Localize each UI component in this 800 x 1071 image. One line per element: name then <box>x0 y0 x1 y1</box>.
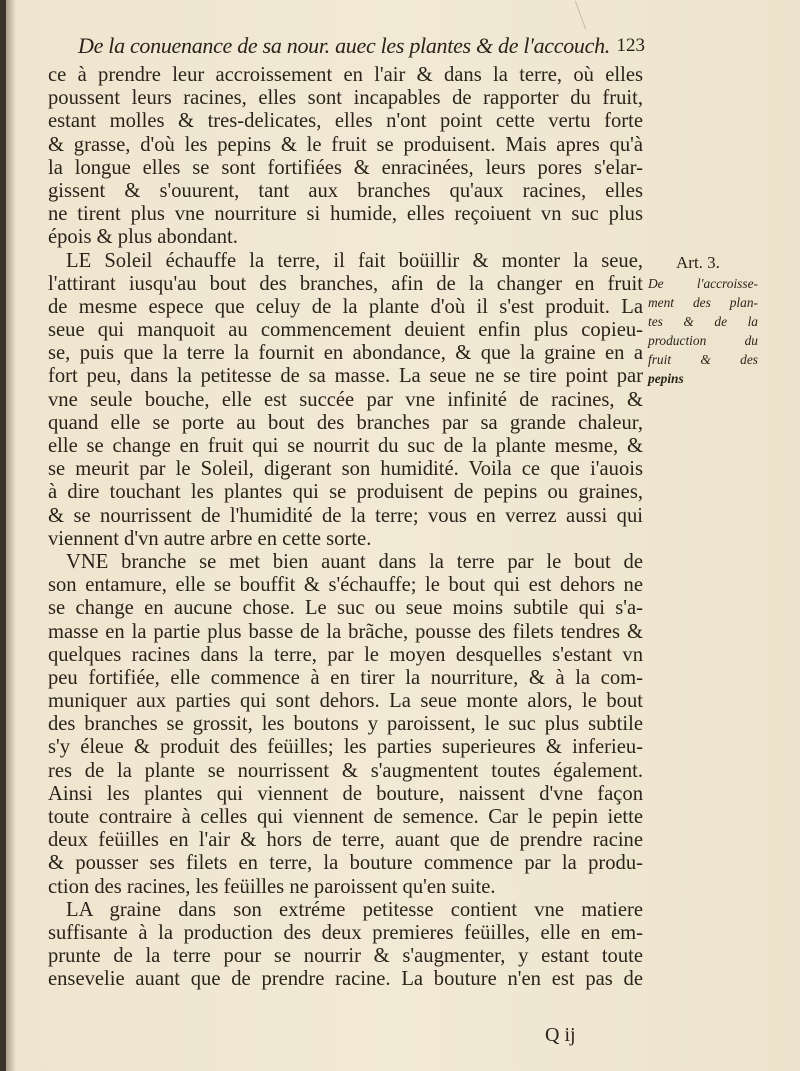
text-line: elle se change en fruit qui se nourrit du suc de la plante mesme, & <box>48 435 643 457</box>
paragraph-start: LA graine dans son extréme petitesse contient vne matiere <box>66 898 643 921</box>
text-line: estant molles & tres-delicates, elles n'ont point cette vertu forte <box>48 110 643 133</box>
text-line: ensevelie auant que de prendre racine. La bouture n'en est pas de <box>48 968 643 991</box>
paragraph-start: VNE branche se met bien auant dans la terre par le bout de <box>66 550 643 573</box>
text-line: & se nourrissent de l'humidité de la terre; vous en verrez aussi qui <box>48 504 643 527</box>
text-line: quelques racines dans la terre, par le moyen desquelles s'estant vn <box>48 643 643 666</box>
margin-note-line: tes & de la <box>648 314 758 329</box>
text-line: peu fortifiée, elle commence à en tirer la nourriture, & à la com- <box>48 666 643 689</box>
text-line: quand elle se porte au bout des branches par sa grande chaleur, <box>48 411 643 434</box>
text-line: son entamure, elle se bouffit & s'échauffe; le bout qui est dehors ne <box>48 574 643 597</box>
text-line: prunte de la terre pour se nourrir & s'augmenter, y estant toute <box>48 945 643 968</box>
text-line: se change en aucune chose. Le suc ou seue moins subtile qui s'a- <box>48 597 643 620</box>
text-line: fort peu, dans la petitesse de sa masse. La seue ne se tire point par <box>48 365 643 388</box>
text-line: des branches se grossit, les boutons y paroissent, le suc plus subtile <box>48 713 643 736</box>
text-line: épois & plus abondant. <box>48 226 238 249</box>
text-line: de mesme espece que celuy de la plante d'où il s'est produit. La <box>48 295 643 318</box>
margin-note-line: pepins <box>648 371 684 386</box>
text-line: & pousser ses filets en terre, la bouture commence par la produ- <box>48 852 643 875</box>
page-number: 123 <box>616 35 645 56</box>
text-line: Ainsi les plantes qui viennent de bouture, naissent d'vne façon <box>48 782 643 805</box>
text-line: se, puis que la terre la fournit en abondance, & que la graine en a <box>48 342 643 365</box>
margin-note-line: production du <box>648 333 758 348</box>
text-line: toute contraire à celles qui viennent de semence. Car le pepin iette <box>48 806 643 828</box>
paper-crease <box>575 1 586 30</box>
margin-note-line: ment des plan- <box>648 295 758 310</box>
text-line: à dire touchant les plantes qui se produisent de pepins ou graines, <box>48 481 643 504</box>
text-line: ction des racines, les feüilles ne paroissent qu'en suite. <box>48 875 496 898</box>
margin-note-line: De l'accroisse- <box>648 276 758 291</box>
text-line: res de la plante se nourrissent & s'augmentent toutes également. <box>48 759 643 782</box>
page-header <box>70 33 645 63</box>
article-number: Art. 3. <box>676 253 720 272</box>
body-text <box>48 64 643 992</box>
text-line: s'y éleue & produit des feüilles; les parties superieures & inferieu- <box>48 736 643 759</box>
text-line: ne tirent plus vne nourriture si humide, elles reçoiuent vn suc plus <box>48 203 643 226</box>
text-line: gissent & s'ouurent, tant aux branches qu'aux racines, elles <box>48 179 643 202</box>
text-line: l'attirant iusqu'au bout des branches, afin de la changer en fruit <box>48 272 643 295</box>
text-line: seue qui manquoit au commencement deuient enfin plus copieu- <box>48 319 643 342</box>
text-line: poussent leurs racines, elles sont incapables de rapporter du fruit, <box>48 87 643 110</box>
binding-shadow <box>6 0 16 1071</box>
margin-note-line: fruit & des <box>648 352 758 367</box>
running-title: De la conuenance de sa nour. auec les plantes & de l'accouch. <box>78 33 610 58</box>
text-line: & grasse, d'où les pepins & le fruit se produisent. Mais apres qu'à <box>48 133 643 156</box>
text-line: la longue elles se sont fortifiées & enracinées, leurs pores s'elar- <box>48 156 643 179</box>
signature-mark: Q ij <box>545 1024 576 1046</box>
text-line: viennent d'vn autre arbre en cette sorte. <box>48 527 372 550</box>
text-line: muniquer aux parties qui sont dehors. La seue monte alors, le bout <box>48 690 643 713</box>
text-line: masse en la partie plus basse de la brãche, pousse des filets tendres & <box>48 620 643 643</box>
margin-note <box>648 252 758 388</box>
text-line: vne seule bouche, elle est succée par vne infinité de racines, & <box>48 388 643 411</box>
text-line: se meurit par le Soleil, digerant son humidité. Voila ce que i'auois <box>48 458 643 481</box>
text-line: suffisante à la production des deux premieres feüilles, elle en em- <box>48 921 643 944</box>
text-line: ce à prendre leur accroissement en l'air & dans la terre, où elles <box>48 64 643 86</box>
text-line: deux feüilles en l'air & hors de terre, auant que de prendre racine <box>48 829 643 852</box>
paragraph-start: LE Soleil échauffe la terre, il fait boüillir & monter la seue, <box>66 249 643 272</box>
